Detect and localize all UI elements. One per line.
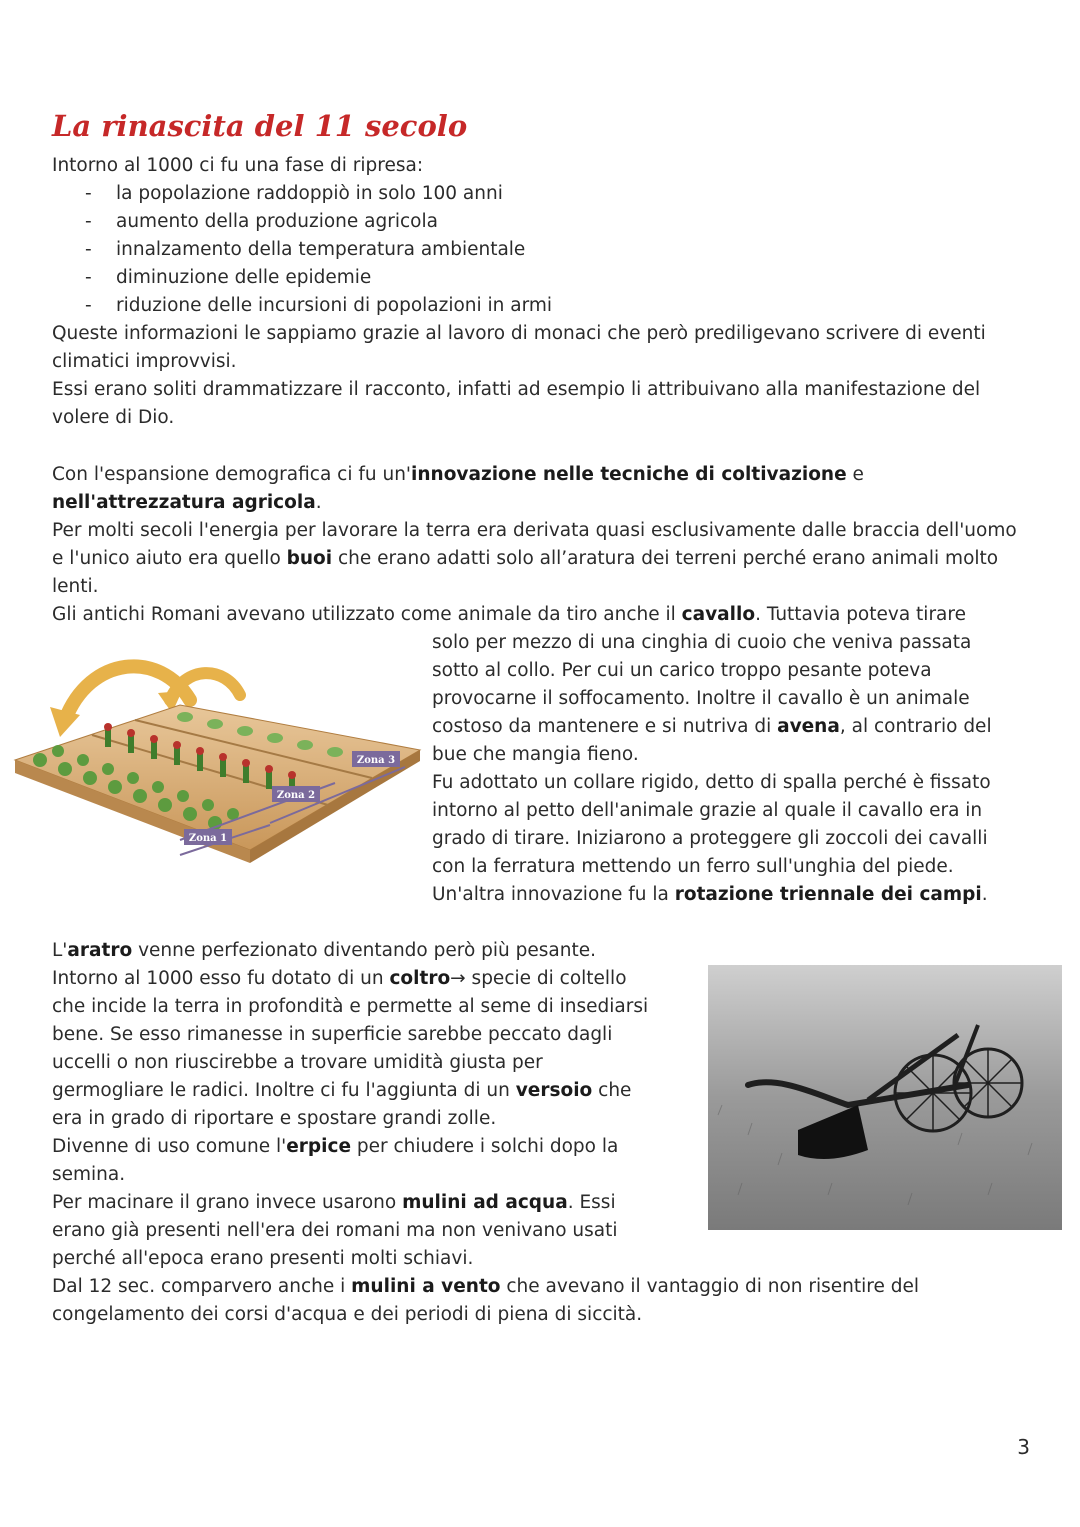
paragraph-innovazione: Con l'espansione demografica ci fu un'innovazione nelle tecniche di coltivazione e nell'attrezzatura agricola. bbox=[52, 464, 864, 513]
list-item: - innalzamento della temperatura ambientale bbox=[85, 239, 526, 260]
intro-text: Intorno al 1000 ci fu una fase di ripresa: bbox=[52, 155, 424, 176]
plough-photo bbox=[708, 965, 1062, 1230]
list-item: - diminuzione delle epidemie bbox=[85, 267, 372, 288]
zone-3-label: Zona 3 bbox=[356, 755, 396, 766]
horse-text-column: solo per mezzo di una cinghia di cuoio che veniva passata sotto al collo. Per cui un carico troppo pesante poteva provocarne il soffocamento. Inoltre il cavallo è un animale costoso da mantenere e si nutriva di avena, al contrario del bue che mangia fieno. Fu adottato un collare rigido, detto di spalla perché è fissato intorno al petto dell'animale grazie al quale il cavallo era in grado di tirare. Iniziarono a proteggere gli zoccoli dei cavalli con la ferratura mettendo un ferro sull'unghia del piede. Un'altra innovazione fu la rotazione triennale dei campi. bbox=[432, 632, 992, 905]
intro-section bbox=[52, 152, 1032, 432]
list-item: - riduzione delle incursioni di popolazioni in armi bbox=[85, 295, 553, 316]
paragraph-energia: Per molti secoli l'energia per lavorare la terra era derivata quasi esclusivamente dalle braccia dell'uomo e l'unico aiuto era quello buoi che erano adatti solo all’aratura dei terreni perché erano animali molto lenti. bbox=[52, 520, 1017, 597]
bullet-list bbox=[52, 180, 1032, 320]
plough-text-column: L'aratro venne perfezionato diventando però più pesante. Intorno al 1000 esso fu dotato di un coltro→ specie di coltello che incide la terra in profondità e permette al seme di insediarsi bene. Se esso rimanesse in superficie sarebbe peccato dagli uccelli o non riuscirebbe a trovare umidità giusta per germogliare le radici. Inoltre ci fu l'aggiunta di un versoio che era in grado di riportare e spostare grandi zolle. Divenne di uso comune l'erpice per chiudere i solchi dopo la semina. Per macinare il grano invece usarono mulini ad acqua. Essi erano già presenti nell'era dei romani ma non venivano usati perché all'epoca erano presenti molti schiavi. bbox=[52, 940, 649, 1269]
paragraph-cavallo: Gli antichi Romani avevano utilizzato come animale da tiro anche il cavallo. Tuttavia poteva tirare bbox=[52, 604, 966, 625]
zone-2-label: Zona 2 bbox=[276, 790, 316, 801]
crop-rotation-illustration bbox=[10, 645, 430, 880]
list-item: - aumento della produzione agricola bbox=[85, 211, 438, 232]
innovation-section bbox=[52, 461, 1032, 601]
paragraph-mulini-vento: Dal 12 sec. comparvero anche i mulini a vento che avevano il vantaggio di non risentire del congelamento dei corsi d'acqua e dei periodi di piena di siccità. bbox=[52, 1276, 920, 1325]
paragraph-monaci: Queste informazioni le sappiamo grazie al lavoro di monaci che però prediligevano scrivere di eventi climatici improvvisi. bbox=[52, 323, 986, 372]
page-number: 3 bbox=[1017, 1435, 1030, 1459]
page-title: La rinascita del 11 secolo bbox=[52, 109, 468, 143]
zone-1-label: Zona 1 bbox=[188, 833, 228, 844]
paragraph-drammatizzare: Essi erano soliti drammatizzare il racconto, infatti ad esempio li attribuivano alla manifestazione del volere di Dio. bbox=[52, 379, 981, 428]
list-item: - la popolazione raddoppiò in solo 100 anni bbox=[85, 183, 503, 204]
